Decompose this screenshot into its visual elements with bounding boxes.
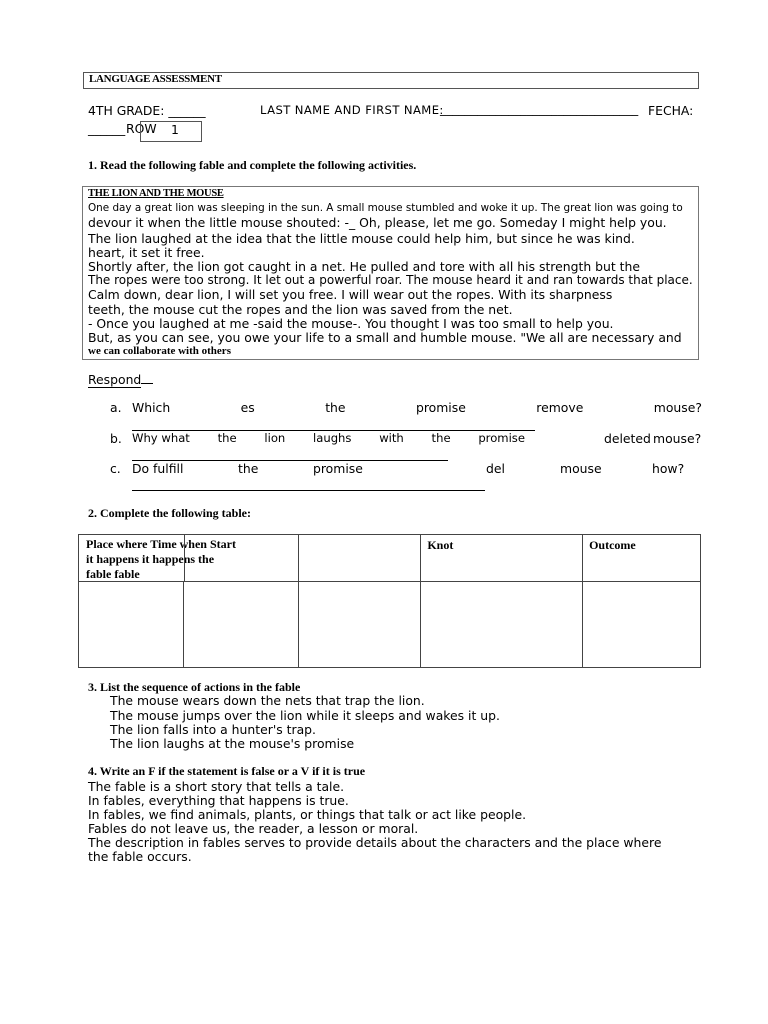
question-word: laughs — [313, 431, 352, 445]
fable-line: Calm down, dear lion, I will set you free. I will wear out the ropes. With its sharpness — [88, 287, 613, 302]
table-header-merged — [79, 535, 421, 582]
statement-item: Fables do not leave us, the reader, a lesson or moral. — [88, 821, 419, 836]
name-label: LAST NAME AND FIRST NAME: — [260, 103, 444, 117]
question-word: the — [238, 461, 259, 476]
fable-last-line: we can collaborate with others — [88, 345, 231, 357]
row-box[interactable] — [140, 121, 202, 142]
fable-line: teeth, the mouse cut the ropes and the lion was saved from the net. — [88, 302, 513, 317]
question-word: mouse? — [653, 400, 702, 415]
assessment-title-box — [83, 72, 699, 89]
fable-line: The ropes were too strong. It let out a powerful roar. The mouse heard it and ran towards that place. — [88, 273, 693, 287]
statement-item: The fable is a short story that tells a tale. — [88, 779, 345, 794]
table-header-line: fable fable — [86, 567, 140, 581]
question-word: Which — [132, 400, 171, 415]
sequence-item: The mouse jumps over the lion while it sleeps and wakes it up. — [110, 708, 500, 723]
table-header-line: Place where Time when Start — [86, 537, 236, 551]
assessment-title: LANGUAGE ASSESSMENT — [89, 73, 222, 85]
sequence-item: The lion laughs at the mouse's promise — [110, 736, 355, 751]
question-b — [132, 431, 702, 445]
fable-line: The lion laughed at the idea that the little mouse could help him, but since he was kind. — [88, 231, 635, 246]
question-word: del — [486, 461, 505, 476]
table-cell-knot[interactable] — [421, 582, 583, 668]
fable-line: heart, it set it free. — [88, 245, 205, 260]
sequence-item: The lion falls into a hunter's trap. — [110, 722, 316, 737]
question-word: es — [240, 400, 255, 415]
table-cell-outcome[interactable] — [583, 582, 701, 668]
row-label: ROW — [126, 121, 157, 136]
table-cell-place[interactable] — [79, 582, 184, 668]
grade-field[interactable] — [88, 103, 206, 118]
question-a — [132, 400, 702, 415]
question-word: mouse — [560, 461, 602, 476]
fable-line: But, as you can see, you owe your life to a small and humble mouse. "We all are necessary and — [88, 330, 682, 345]
row-value: 1 — [171, 122, 179, 137]
fable-table — [78, 534, 701, 668]
statement-item: In fables, we find animals, plants, or things that talk or act like people. — [88, 807, 527, 822]
question-word: the — [217, 431, 237, 445]
statement-item: The description in fables serves to provide details about the characters and the place where — [88, 835, 662, 850]
section2-heading: 2. Complete the following table: — [88, 506, 251, 520]
fable-line: One day a great lion was sleeping in the sun. A small mouse stumbled and woke it up. The great lion was going to — [88, 202, 683, 214]
section1-heading: 1. Read the following fable and complete the following activities. — [88, 158, 417, 172]
question-word: lion — [264, 431, 286, 445]
question-word: how? — [652, 461, 685, 476]
table-cell-time[interactable] — [183, 582, 298, 668]
table-cell-start[interactable] — [298, 582, 421, 668]
fable-line: devour it when the little mouse shouted: -_ Oh, please, let me go. Someday I might help you. — [88, 215, 667, 230]
fable-line: Shortly after, the lion got caught in a net. He pulled and tore with all his strength but the — [88, 259, 640, 274]
question-word: promise — [478, 431, 525, 445]
question-word: deleted — [604, 431, 651, 446]
fable-box — [82, 186, 699, 360]
table-header-outcome: Outcome — [583, 535, 701, 582]
table-header-line: it happens it happens the — [86, 552, 215, 566]
grade-label: 4TH GRADE: ______ — [88, 103, 206, 118]
question-c-letter: c. — [110, 461, 121, 476]
question-word: the — [325, 400, 346, 415]
question-a-letter: a. — [110, 400, 122, 415]
fecha-field[interactable]: ______ — [88, 121, 126, 136]
question-word: the — [431, 431, 451, 445]
sequence-item: The mouse wears down the nets that trap the lion. — [110, 693, 425, 708]
question-word: Why what — [132, 431, 190, 445]
question-word: promise — [313, 461, 363, 476]
name-field[interactable]: ________________________________ — [440, 101, 639, 116]
fable-line: - Once you laughed at me -said the mouse-. You thought I was too small to help you. — [88, 316, 614, 331]
question-b-letter: b. — [110, 431, 122, 446]
statement-item: In fables, everything that happens is true. — [88, 793, 349, 808]
question-word: with — [379, 431, 404, 445]
question-word: Do fulfill — [132, 461, 184, 476]
answer-line-c[interactable] — [132, 490, 485, 491]
question-word: promise — [415, 400, 466, 415]
fable-title: THE LION AND THE MOUSE — [88, 188, 224, 199]
section3-heading: 3. List the sequence of actions in the fable — [88, 680, 301, 694]
respond-label: Respond — [88, 372, 153, 388]
table-header-knot: Knot — [421, 535, 583, 582]
question-word: remove — [536, 400, 584, 415]
section4-heading: 4. Write an F if the statement is false or a V if it is true — [88, 764, 366, 778]
fecha-label: FECHA: — [648, 103, 694, 118]
question-word: mouse? — [653, 431, 702, 446]
statement-item-continued: the fable occurs. — [88, 849, 192, 864]
